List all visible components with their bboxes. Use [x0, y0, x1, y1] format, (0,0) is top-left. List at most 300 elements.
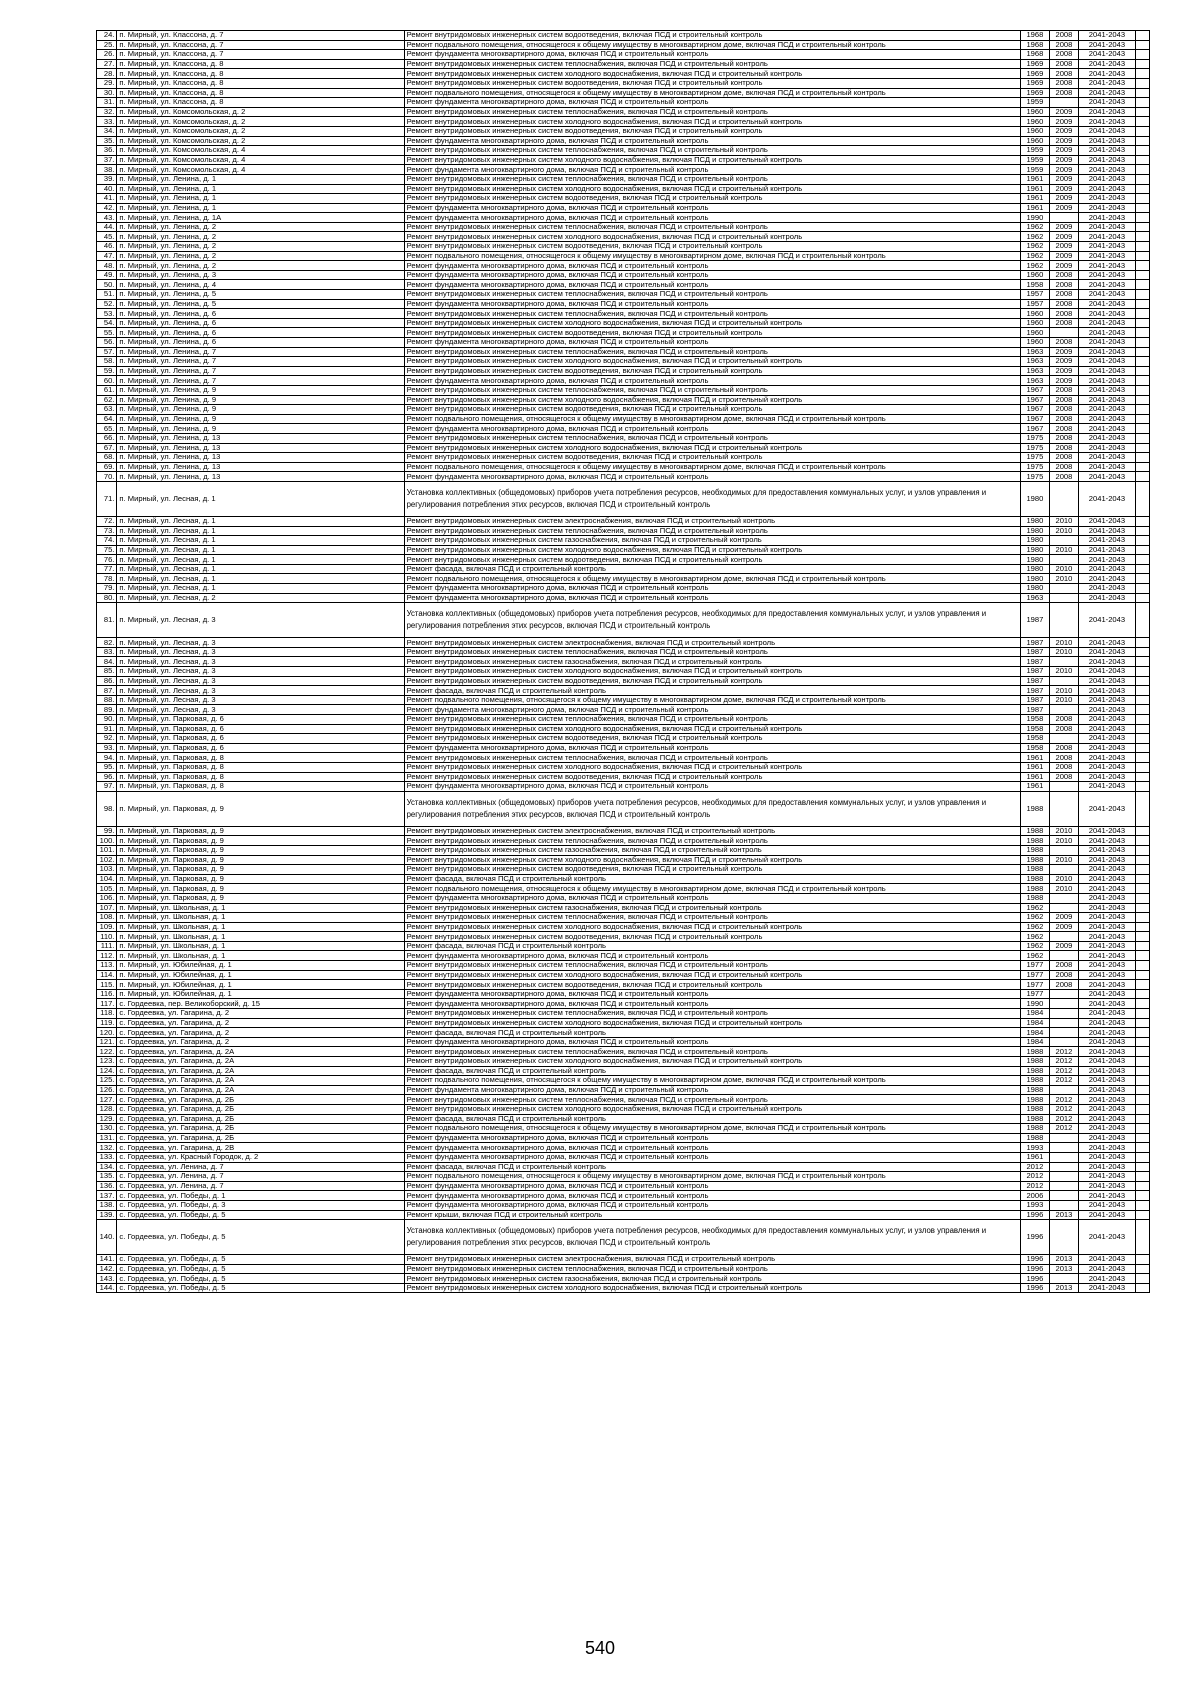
construction-year-cell: 1962	[1020, 903, 1049, 913]
construction-year-cell: 1958	[1020, 280, 1049, 290]
construction-year-cell: 1969	[1020, 59, 1049, 69]
table-row	[97, 1274, 1150, 1284]
planned-period-cell: 2041-2043	[1078, 433, 1135, 443]
last-repair-year-cell	[1049, 1191, 1078, 1201]
row-number: 76.	[97, 555, 117, 565]
planned-period-cell: 2041-2043	[1078, 1255, 1135, 1265]
planned-period-cell: 2041-2043	[1078, 638, 1135, 648]
last-repair-year-cell: 2012	[1049, 1047, 1078, 1057]
work-description-cell: Ремонт внутридомовых инженерных систем водоотведения, включая ПСД и строительный контроль	[404, 126, 1020, 136]
blank-cell	[1135, 213, 1149, 223]
blank-cell	[1135, 1028, 1149, 1038]
last-repair-year-cell: 2010	[1049, 545, 1078, 555]
planned-period-cell: 2041-2043	[1078, 980, 1135, 990]
table-row	[97, 385, 1150, 395]
last-repair-year-cell: 2008	[1049, 78, 1078, 88]
blank-cell	[1135, 31, 1149, 41]
construction-year-cell: 1961	[1020, 772, 1049, 782]
address-cell: п. Мирный, ул. Ленина, д. 1А	[117, 213, 404, 223]
last-repair-year-cell	[1049, 555, 1078, 565]
construction-year-cell: 1962	[1020, 951, 1049, 961]
row-number: 108.	[97, 913, 117, 923]
construction-year-cell: 1988	[1020, 845, 1049, 855]
address-cell: п. Мирный, ул. Парковая, д. 6	[117, 724, 404, 734]
construction-year-cell: 1987	[1020, 638, 1049, 648]
work-description-cell: Ремонт внутридомовых инженерных систем холодного водоснабжения, включая ПСД и строительный контроль	[404, 443, 1020, 453]
construction-year-cell: 1988	[1020, 884, 1049, 894]
planned-period-cell: 2041-2043	[1078, 328, 1135, 338]
address-cell: п. Мирный, ул. Классона, д. 7	[117, 31, 404, 41]
row-number: 101.	[97, 845, 117, 855]
last-repair-year-cell: 2008	[1049, 270, 1078, 280]
construction-year-cell: 1988	[1020, 874, 1049, 884]
table-row	[97, 555, 1150, 565]
address-cell: п. Мирный, ул. Ленина, д. 13	[117, 443, 404, 453]
last-repair-year-cell: 2012	[1049, 1114, 1078, 1124]
table-row	[97, 941, 1150, 951]
last-repair-year-cell: 2008	[1049, 338, 1078, 348]
construction-year-cell: 1962	[1020, 222, 1049, 232]
table-row	[97, 865, 1150, 875]
address-cell: п. Мирный, ул. Лесная, д. 3	[117, 686, 404, 696]
table-row	[97, 472, 1150, 482]
address-cell: п. Мирный, ул. Ленина, д. 4	[117, 280, 404, 290]
work-description-cell: Ремонт внутридомовых инженерных систем теплоснабжения, включая ПСД и строительный контроль	[404, 961, 1020, 971]
planned-period-cell: 2041-2043	[1078, 40, 1135, 50]
address-cell: п. Мирный, ул. Школьная, д. 1	[117, 941, 404, 951]
row-number: 88.	[97, 695, 117, 705]
planned-period-cell: 2041-2043	[1078, 743, 1135, 753]
work-description-cell: Ремонт внутридомовых инженерных систем теплоснабжения, включая ПСД и строительный контроль	[404, 647, 1020, 657]
construction-year-cell: 1980	[1020, 555, 1049, 565]
address-cell: п. Мирный, ул. Ленина, д. 9	[117, 385, 404, 395]
construction-year-cell: 1984	[1020, 1028, 1049, 1038]
construction-year-cell: 1959	[1020, 155, 1049, 165]
table-row	[97, 647, 1150, 657]
address-cell: п. Мирный, ул. Ленина, д. 13	[117, 472, 404, 482]
planned-period-cell: 2041-2043	[1078, 932, 1135, 942]
construction-year-cell: 1963	[1020, 376, 1049, 386]
planned-period-cell: 2041-2043	[1078, 855, 1135, 865]
planned-period-cell: 2041-2043	[1078, 1009, 1135, 1019]
blank-cell	[1135, 922, 1149, 932]
construction-year-cell: 1980	[1020, 574, 1049, 584]
address-cell: п. Мирный, ул. Комсомольская, д. 2	[117, 136, 404, 146]
table-row	[97, 884, 1150, 894]
row-number: 130.	[97, 1124, 117, 1134]
address-cell: с. Гордеевка, ул. Победы, д. 5	[117, 1220, 404, 1255]
last-repair-year-cell	[1049, 1181, 1078, 1191]
work-description-cell: Ремонт внутридомовых инженерных систем водоотведения, включая ПСД и строительный контроль	[404, 405, 1020, 415]
planned-period-cell: 2041-2043	[1078, 874, 1135, 884]
planned-period-cell: 2041-2043	[1078, 395, 1135, 405]
address-cell: п. Мирный, ул. Ленина, д. 6	[117, 328, 404, 338]
table-row	[97, 481, 1150, 516]
table-row	[97, 1220, 1150, 1255]
planned-period-cell: 2041-2043	[1078, 647, 1135, 657]
last-repair-year-cell: 2008	[1049, 88, 1078, 98]
last-repair-year-cell	[1049, 1028, 1078, 1038]
blank-cell	[1135, 405, 1149, 415]
address-cell: п. Мирный, ул. Комсомольская, д. 2	[117, 126, 404, 136]
last-repair-year-cell: 2009	[1049, 165, 1078, 175]
last-repair-year-cell: 2008	[1049, 414, 1078, 424]
work-description-cell: Ремонт фасада, включая ПСД и строительный контроль	[404, 874, 1020, 884]
planned-period-cell: 2041-2043	[1078, 657, 1135, 667]
table-row	[97, 1152, 1150, 1162]
row-number: 25.	[97, 40, 117, 50]
blank-cell	[1135, 874, 1149, 884]
row-number: 94.	[97, 753, 117, 763]
planned-period-cell: 2041-2043	[1078, 309, 1135, 319]
row-number: 95.	[97, 762, 117, 772]
blank-cell	[1135, 1018, 1149, 1028]
blank-cell	[1135, 836, 1149, 846]
last-repair-year-cell	[1049, 865, 1078, 875]
row-number: 99.	[97, 826, 117, 836]
construction-year-cell: 1975	[1020, 443, 1049, 453]
row-number: 98.	[97, 791, 117, 826]
construction-year-cell: 1977	[1020, 961, 1049, 971]
work-description-cell: Ремонт внутридомовых инженерных систем газоснабжения, включая ПСД и строительный контроль	[404, 657, 1020, 667]
last-repair-year-cell: 2009	[1049, 913, 1078, 923]
planned-period-cell: 2041-2043	[1078, 146, 1135, 156]
blank-cell	[1135, 1095, 1149, 1105]
last-repair-year-cell	[1049, 328, 1078, 338]
row-number: 50.	[97, 280, 117, 290]
work-description-cell: Ремонт фундамента многоквартирного дома, включая ПСД и строительный контроль	[404, 1143, 1020, 1153]
construction-year-cell: 1980	[1020, 564, 1049, 574]
last-repair-year-cell: 2010	[1049, 874, 1078, 884]
row-number: 62.	[97, 395, 117, 405]
construction-year-cell: 1988	[1020, 791, 1049, 826]
work-description-cell: Ремонт внутридомовых инженерных систем холодного водоснабжения, включая ПСД и строительный контроль	[404, 724, 1020, 734]
last-repair-year-cell	[1049, 1200, 1078, 1210]
table-row	[97, 1104, 1150, 1114]
construction-year-cell: 1984	[1020, 1009, 1049, 1019]
blank-cell	[1135, 385, 1149, 395]
table-row	[97, 1066, 1150, 1076]
construction-year-cell: 1962	[1020, 242, 1049, 252]
row-number: 36.	[97, 146, 117, 156]
work-description-cell: Ремонт внутридомовых инженерных систем теплоснабжения, включая ПСД и строительный контроль	[404, 107, 1020, 117]
work-description-cell: Ремонт внутридомовых инженерных систем водоотведения, включая ПСД и строительный контроль	[404, 932, 1020, 942]
address-cell: п. Мирный, ул. Комсомольская, д. 4	[117, 155, 404, 165]
table-row	[97, 40, 1150, 50]
row-number: 144.	[97, 1283, 117, 1293]
construction-year-cell: 1969	[1020, 78, 1049, 88]
row-number: 118.	[97, 1009, 117, 1019]
table-row	[97, 165, 1150, 175]
address-cell: п. Мирный, ул. Школьная, д. 1	[117, 932, 404, 942]
construction-year-cell: 1993	[1020, 1143, 1049, 1153]
address-cell: п. Мирный, ул. Лесная, д. 3	[117, 647, 404, 657]
work-description-cell: Ремонт внутридомовых инженерных систем теплоснабжения, включая ПСД и строительный контроль	[404, 146, 1020, 156]
construction-year-cell: 1958	[1020, 724, 1049, 734]
work-description-cell: Ремонт внутридомовых инженерных систем теплоснабжения, включая ПСД и строительный контроль	[404, 174, 1020, 184]
planned-period-cell: 2041-2043	[1078, 845, 1135, 855]
construction-year-cell: 1975	[1020, 472, 1049, 482]
table-row	[97, 686, 1150, 696]
blank-cell	[1135, 545, 1149, 555]
planned-period-cell: 2041-2043	[1078, 251, 1135, 261]
blank-cell	[1135, 146, 1149, 156]
blank-cell	[1135, 155, 1149, 165]
row-number: 77.	[97, 564, 117, 574]
blank-cell	[1135, 462, 1149, 472]
row-number: 52.	[97, 299, 117, 309]
table-row	[97, 1018, 1150, 1028]
address-cell: п. Мирный, ул. Школьная, д. 1	[117, 913, 404, 923]
work-description-cell: Ремонт внутридомовых инженерных систем водоотведения, включая ПСД и строительный контроль	[404, 78, 1020, 88]
work-description-cell: Ремонт подвального помещения, относящегося к общему имуществу в многоквартирном доме, включая ПСД и строительный контроль	[404, 884, 1020, 894]
row-number: 35.	[97, 136, 117, 146]
row-number: 26.	[97, 50, 117, 60]
construction-year-cell: 1977	[1020, 970, 1049, 980]
last-repair-year-cell: 2008	[1049, 318, 1078, 328]
table-row	[97, 516, 1150, 526]
work-description-cell: Ремонт фундамента многоквартирного дома, включая ПСД и строительный контроль	[404, 50, 1020, 60]
last-repair-year-cell	[1049, 989, 1078, 999]
work-description-cell: Ремонт внутридомовых инженерных систем электроснабжения, включая ПСД и строительный контроль	[404, 826, 1020, 836]
address-cell: п. Мирный, ул. Парковая, д. 8	[117, 782, 404, 792]
row-number: 41.	[97, 194, 117, 204]
last-repair-year-cell: 2009	[1049, 357, 1078, 367]
planned-period-cell: 2041-2043	[1078, 261, 1135, 271]
row-number: 31.	[97, 98, 117, 108]
address-cell: п. Мирный, ул. Парковая, д. 9	[117, 845, 404, 855]
blank-cell	[1135, 970, 1149, 980]
planned-period-cell: 2041-2043	[1078, 424, 1135, 434]
address-cell: п. Мирный, ул. Школьная, д. 1	[117, 903, 404, 913]
blank-cell	[1135, 1076, 1149, 1086]
table-row	[97, 874, 1150, 884]
address-cell: п. Мирный, ул. Юбилейная, д. 1	[117, 989, 404, 999]
row-number: 100.	[97, 836, 117, 846]
blank-cell	[1135, 347, 1149, 357]
table-row	[97, 299, 1150, 309]
blank-cell	[1135, 782, 1149, 792]
blank-cell	[1135, 443, 1149, 453]
blank-cell	[1135, 1133, 1149, 1143]
planned-period-cell: 2041-2043	[1078, 1274, 1135, 1284]
construction-year-cell: 1960	[1020, 270, 1049, 280]
work-description-cell: Ремонт фундамента многоквартирного дома, включая ПСД и строительный контроль	[404, 213, 1020, 223]
blank-cell	[1135, 165, 1149, 175]
last-repair-year-cell: 2009	[1049, 232, 1078, 242]
last-repair-year-cell: 2010	[1049, 686, 1078, 696]
planned-period-cell: 2041-2043	[1078, 117, 1135, 127]
table-row	[97, 50, 1150, 60]
row-number: 48.	[97, 261, 117, 271]
table-row	[97, 762, 1150, 772]
last-repair-year-cell	[1049, 657, 1078, 667]
last-repair-year-cell: 2008	[1049, 69, 1078, 79]
construction-year-cell: 1963	[1020, 347, 1049, 357]
blank-cell	[1135, 222, 1149, 232]
planned-period-cell: 2041-2043	[1078, 1152, 1135, 1162]
work-description-cell: Ремонт внутридомовых инженерных систем электроснабжения, включая ПСД и строительный контроль	[404, 638, 1020, 648]
work-description-cell: Ремонт внутридомовых инженерных систем газоснабжения, включая ПСД и строительный контроль	[404, 536, 1020, 546]
row-number: 66.	[97, 433, 117, 443]
last-repair-year-cell	[1049, 213, 1078, 223]
address-cell: п. Мирный, ул. Лесная, д. 3	[117, 638, 404, 648]
planned-period-cell: 2041-2043	[1078, 1076, 1135, 1086]
table-row	[97, 536, 1150, 546]
row-number: 28.	[97, 69, 117, 79]
row-number: 142.	[97, 1264, 117, 1274]
address-cell: п. Мирный, ул. Лесная, д. 3	[117, 667, 404, 677]
row-number: 54.	[97, 318, 117, 328]
last-repair-year-cell	[1049, 1133, 1078, 1143]
address-cell: с. Гордеевка, ул. Гагарина, д. 2Б	[117, 1124, 404, 1134]
row-number: 123.	[97, 1057, 117, 1067]
work-description-cell: Ремонт подвального помещения, относящегося к общему имуществу в многоквартирном доме, включая ПСД и строительный контроль	[404, 1172, 1020, 1182]
table-row	[97, 1283, 1150, 1293]
row-number: 59.	[97, 366, 117, 376]
last-repair-year-cell: 2008	[1049, 50, 1078, 60]
address-cell: с. Гордеевка, ул. Победы, д. 3	[117, 1200, 404, 1210]
table-row	[97, 280, 1150, 290]
planned-period-cell: 2041-2043	[1078, 753, 1135, 763]
planned-period-cell: 2041-2043	[1078, 1143, 1135, 1153]
construction-year-cell: 1961	[1020, 194, 1049, 204]
blank-cell	[1135, 328, 1149, 338]
table-row	[97, 1200, 1150, 1210]
blank-cell	[1135, 574, 1149, 584]
last-repair-year-cell: 2009	[1049, 126, 1078, 136]
table-row	[97, 146, 1150, 156]
construction-year-cell: 1961	[1020, 174, 1049, 184]
work-description-cell: Ремонт крыши, включая ПСД и строительный контроль	[404, 1210, 1020, 1220]
blank-cell	[1135, 357, 1149, 367]
row-number: 107.	[97, 903, 117, 913]
address-cell: с. Гордеевка, ул. Победы, д. 5	[117, 1264, 404, 1274]
construction-year-cell: 1959	[1020, 98, 1049, 108]
construction-year-cell: 1988	[1020, 893, 1049, 903]
table-row	[97, 526, 1150, 536]
address-cell: с. Гордеевка, ул. Гагарина, д. 2А	[117, 1047, 404, 1057]
row-number: 38.	[97, 165, 117, 175]
work-description-cell: Ремонт подвального помещения, относящегося к общему имуществу в многоквартирном доме, включая ПСД и строительный контроль	[404, 574, 1020, 584]
work-description-cell: Ремонт фундамента многоквартирного дома, включая ПСД и строительный контроль	[404, 989, 1020, 999]
planned-period-cell: 2041-2043	[1078, 50, 1135, 60]
planned-period-cell: 2041-2043	[1078, 536, 1135, 546]
planned-period-cell: 2041-2043	[1078, 791, 1135, 826]
blank-cell	[1135, 715, 1149, 725]
work-description-cell: Ремонт фундамента многоквартирного дома, включая ПСД и строительный контроль	[404, 280, 1020, 290]
planned-period-cell: 2041-2043	[1078, 516, 1135, 526]
construction-year-cell: 1980	[1020, 536, 1049, 546]
blank-cell	[1135, 980, 1149, 990]
work-description-cell: Ремонт подвального помещения, относящегося к общему имуществу в многоквартирном доме, включая ПСД и строительный контроль	[404, 251, 1020, 261]
work-description-cell: Ремонт внутридомовых инженерных систем водоотведения, включая ПСД и строительный контроль	[404, 242, 1020, 252]
work-description-cell: Ремонт внутридомовых инженерных систем холодного водоснабжения, включая ПСД и строительный контроль	[404, 1283, 1020, 1293]
row-number: 57.	[97, 347, 117, 357]
work-description-cell: Ремонт внутридомовых инженерных систем теплоснабжения, включая ПСД и строительный контроль	[404, 1047, 1020, 1057]
address-cell: п. Мирный, ул. Парковая, д. 8	[117, 772, 404, 782]
row-number: 132.	[97, 1143, 117, 1153]
last-repair-year-cell	[1049, 1085, 1078, 1095]
planned-period-cell: 2041-2043	[1078, 970, 1135, 980]
table-row	[97, 309, 1150, 319]
table-row	[97, 584, 1150, 594]
address-cell: п. Мирный, ул. Ленина, д. 1	[117, 184, 404, 194]
work-description-cell: Ремонт внутридомовых инженерных систем электроснабжения, включая ПСД и строительный контроль	[404, 1255, 1020, 1265]
planned-period-cell: 2041-2043	[1078, 222, 1135, 232]
planned-period-cell: 2041-2043	[1078, 1283, 1135, 1293]
address-cell: п. Мирный, ул. Школьная, д. 1	[117, 951, 404, 961]
planned-period-cell: 2041-2043	[1078, 357, 1135, 367]
table-row	[97, 743, 1150, 753]
construction-year-cell: 1990	[1020, 999, 1049, 1009]
last-repair-year-cell	[1049, 1018, 1078, 1028]
row-number: 27.	[97, 59, 117, 69]
table-row	[97, 989, 1150, 999]
table-row	[97, 1028, 1150, 1038]
construction-year-cell: 1988	[1020, 1124, 1049, 1134]
row-number: 30.	[97, 88, 117, 98]
table-row	[97, 1076, 1150, 1086]
row-number: 71.	[97, 481, 117, 516]
work-description-cell: Ремонт внутридомовых инженерных систем теплоснабжения, включая ПСД и строительный контроль	[404, 385, 1020, 395]
blank-cell	[1135, 913, 1149, 923]
construction-year-cell: 1969	[1020, 69, 1049, 79]
row-number: 34.	[97, 126, 117, 136]
table-row	[97, 1037, 1150, 1047]
address-cell: п. Мирный, ул. Комсомольская, д. 2	[117, 107, 404, 117]
planned-period-cell: 2041-2043	[1078, 999, 1135, 1009]
work-description-cell: Ремонт внутридомовых инженерных систем холодного водоснабжения, включая ПСД и строительный контроль	[404, 117, 1020, 127]
construction-year-cell: 1967	[1020, 405, 1049, 415]
blank-cell	[1135, 1162, 1149, 1172]
planned-period-cell: 2041-2043	[1078, 481, 1135, 516]
address-cell: с. Гордеевка, ул. Ленина, д. 7	[117, 1172, 404, 1182]
row-number: 69.	[97, 462, 117, 472]
last-repair-year-cell: 2008	[1049, 31, 1078, 41]
address-cell: с. Гордеевка, ул. Гагарина, д. 2	[117, 1028, 404, 1038]
planned-period-cell: 2041-2043	[1078, 695, 1135, 705]
planned-period-cell: 2041-2043	[1078, 338, 1135, 348]
planned-period-cell: 2041-2043	[1078, 913, 1135, 923]
last-repair-year-cell: 2009	[1049, 376, 1078, 386]
blank-cell	[1135, 1210, 1149, 1220]
planned-period-cell: 2041-2043	[1078, 290, 1135, 300]
blank-cell	[1135, 59, 1149, 69]
work-description-cell: Ремонт внутридомовых инженерных систем электроснабжения, включая ПСД и строительный контроль	[404, 516, 1020, 526]
blank-cell	[1135, 676, 1149, 686]
last-repair-year-cell: 2010	[1049, 695, 1078, 705]
address-cell: п. Мирный, ул. Лесная, д. 1	[117, 574, 404, 584]
work-description-cell: Ремонт фундамента многоквартирного дома, включая ПСД и строительный контроль	[404, 951, 1020, 961]
blank-cell	[1135, 107, 1149, 117]
last-repair-year-cell	[1049, 1143, 1078, 1153]
construction-year-cell: 1963	[1020, 366, 1049, 376]
table-row	[97, 174, 1150, 184]
planned-period-cell: 2041-2043	[1078, 826, 1135, 836]
planned-period-cell: 2041-2043	[1078, 1114, 1135, 1124]
last-repair-year-cell: 2012	[1049, 1076, 1078, 1086]
address-cell: п. Мирный, ул. Парковая, д. 9	[117, 874, 404, 884]
last-repair-year-cell	[1049, 734, 1078, 744]
planned-period-cell: 2041-2043	[1078, 1210, 1135, 1220]
last-repair-year-cell: 2009	[1049, 347, 1078, 357]
blank-cell	[1135, 1124, 1149, 1134]
construction-year-cell: 1968	[1020, 50, 1049, 60]
work-description-cell: Ремонт внутридомовых инженерных систем холодного водоснабжения, включая ПСД и строительный контроль	[404, 855, 1020, 865]
blank-cell	[1135, 1037, 1149, 1047]
construction-year-cell: 1984	[1020, 1018, 1049, 1028]
